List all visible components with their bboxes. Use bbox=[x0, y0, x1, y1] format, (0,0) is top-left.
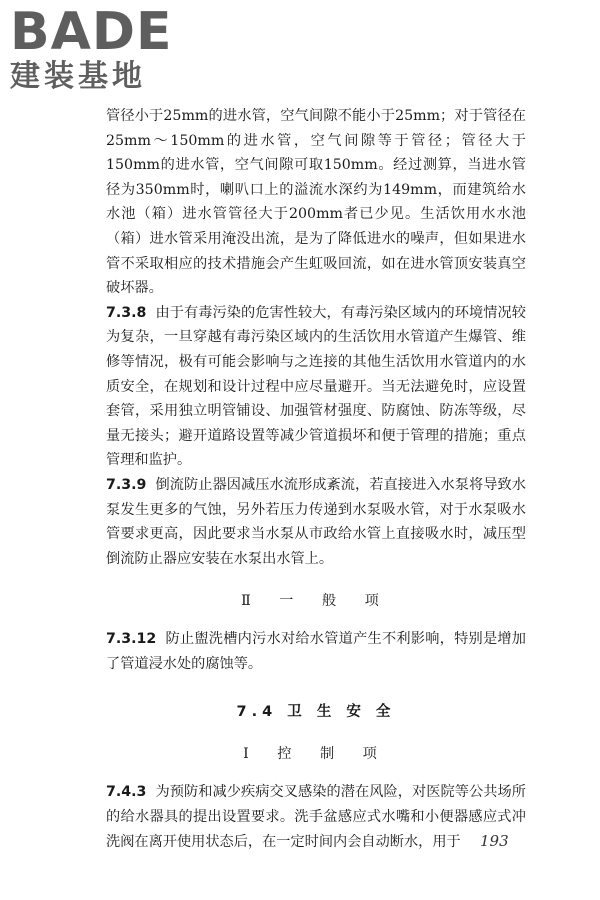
subsection-heading-general: Ⅱ 一 般 项 bbox=[241, 593, 391, 610]
clause-7-4-3 bbox=[106, 780, 526, 854]
paragraph-text: 管径小于25mm的进水管，空气间隙不能小于25mm；对于管径在25mm～150mm的进水管，空气间隙等于管径；管径大于150mm的进水管，空气间隙可取150mm。经过测算，当进水管径为350mm时，喇叭口上的溢流水深约为149mm，而建筑给水水池（箱）进水管管径大于200mm者已少见。生活饮用水水池（箱）进水管采用淹没出流，是为了降低进水的噪声，但如果进水管不采取相应的技术措施会产生虹吸回流，如在进水管顶安装真空破坏器。 bbox=[106, 108, 526, 297]
clause-number: 7.3.9 bbox=[106, 476, 147, 493]
clause-7-3-8 bbox=[106, 301, 526, 473]
clause-text: 由于有毒污染的危害性较大，有毒污染区域内的环境情况较为复杂，一旦穿越有毒污染区域内的生活饮用水管道产生爆管、维修等情况，极有可能会影响与之连接的其他生活饮用水管道内的水质安全，在规划和设计过程中应尽量避开。当无法避免时，应设置套管，采用独立明管铺设、加强管材强度、防腐蚀、防冻等级，尽量无接头；避开道路设置等减少管道损坏和便于管理的措施；重点管理和监护。 bbox=[106, 304, 526, 469]
subsection-heading-control: Ⅰ 控 制 项 bbox=[243, 746, 389, 763]
watermark-brand: BADE bbox=[10, 2, 173, 62]
clause-text: 倒流防止器因减压水流形成紊流，若直接进入水泵将导致水泵发生更多的气蚀，另外若压力传递到水泵吸水管，对于水泵吸水管要求更高，因此要求当水泵从市政给水管上直接吸水时，减压型倒流防止器应安装在水泵出水管上。 bbox=[106, 476, 526, 567]
clause-number: 7.4.3 bbox=[106, 784, 147, 801]
section-heading-hygiene-safety: 7.4 卫 生 安 全 bbox=[236, 704, 396, 721]
paragraph-continued bbox=[106, 104, 526, 301]
clause-7-3-12 bbox=[106, 627, 526, 676]
clause-text: 为预防和减少疾病交叉感染的潜在风险，对医院等公共场所的给水器具的提出设置要求。洗手盆感应式水嘴和小便器感应式冲洗阀在离开使用状态后，在一定时间内会自动断水，用于 bbox=[106, 784, 526, 850]
clause-number: 7.3.12 bbox=[106, 631, 157, 648]
watermark-subtitle: 建装基地 bbox=[10, 59, 146, 94]
clause-7-3-9 bbox=[106, 473, 526, 571]
clause-number: 7.3.8 bbox=[106, 304, 147, 321]
page-number: 193 bbox=[480, 832, 509, 850]
page-content bbox=[106, 104, 526, 854]
watermark-logo bbox=[10, 2, 180, 94]
clause-text: 防止盥洗槽内污水对给水管道产生不利影响，特别是增加了管道浸水处的腐蚀等。 bbox=[106, 631, 526, 672]
